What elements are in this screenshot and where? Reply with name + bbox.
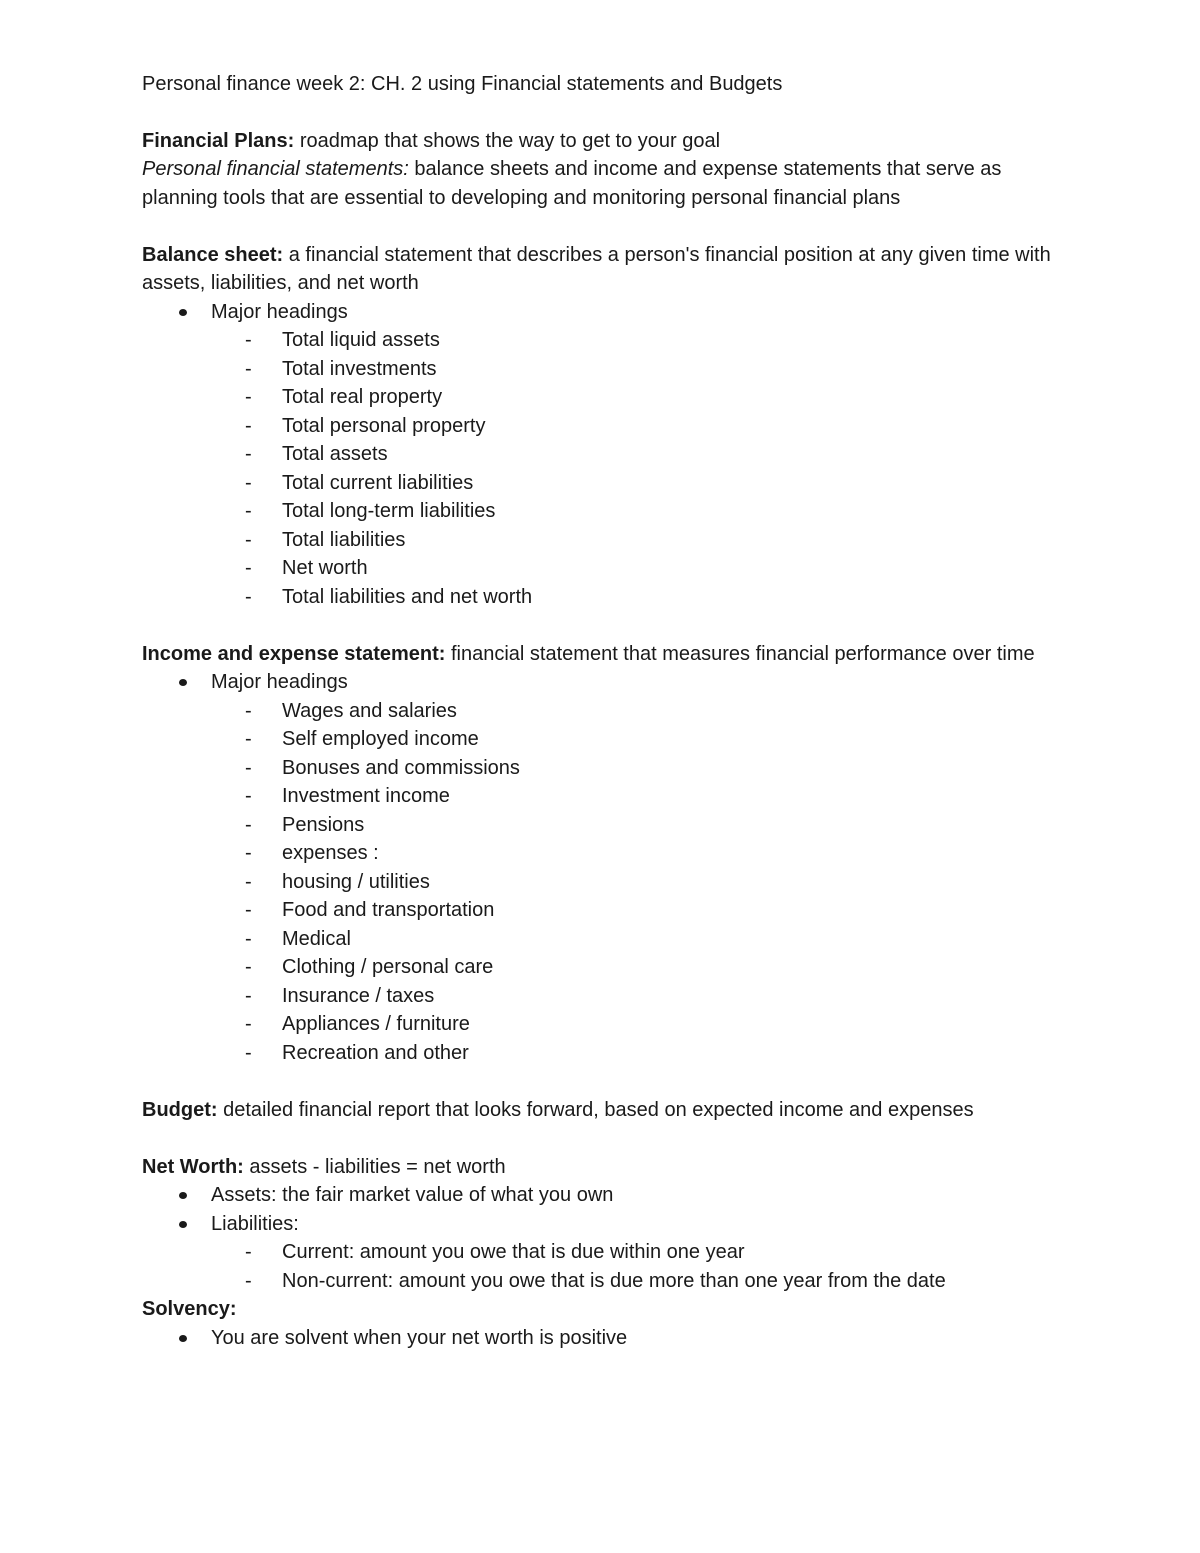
dash-icon: - [245, 927, 252, 950]
list-item: - Total liabilities [142, 526, 1082, 555]
list-item: Liabilities: - Current: amount you owe that is due within one year - Non-current: amount you owe that is due more than one year from the date [142, 1210, 1082, 1296]
income-statement-term: Income and expense statement: [142, 642, 446, 665]
solvency-bullets [142, 1324, 1082, 1353]
dash-icon: - [245, 414, 252, 437]
document-title: Personal finance week 2: CH. 2 using Financial statements and Budgets [142, 73, 783, 95]
list-item: - Total current liabilities [142, 469, 1082, 498]
net-worth-bullets [142, 1181, 1082, 1295]
list-item: You are solvent when your net worth is positive [142, 1324, 1082, 1353]
personal-statements-definition: balance sheets and income and expense statements that serve as planning tools that are essential to developing and monitoring personal financial plans [142, 158, 1002, 209]
list-item: - Current: amount you owe that is due within one year [142, 1238, 1082, 1267]
financial-plans-term: Financial Plans: [142, 129, 295, 152]
dash-icon: - [245, 443, 252, 465]
solvency-heading [142, 1295, 1082, 1324]
income-statement-bullet-label: Major headings [211, 671, 348, 693]
personal-statements-paragraph [142, 155, 1082, 212]
net-worth-definition: assets - liabilities = net worth [243, 1155, 506, 1178]
personal-statements-term: Personal financial statements: [142, 158, 409, 180]
dash-icon: - [245, 585, 252, 608]
list-item: - Bonuses and commissions [142, 754, 1082, 783]
list-item: - Net worth [142, 554, 1082, 583]
bullet-icon [179, 309, 187, 316]
balance-sheet-paragraph [142, 241, 1082, 298]
income-statement-headings [211, 697, 1082, 1068]
list-item: - Total liabilities and net worth [142, 583, 1082, 612]
financial-plans-paragraph [142, 127, 1082, 156]
dash-icon: - [245, 899, 252, 921]
dash-icon: - [245, 1269, 252, 1292]
list-item [142, 668, 1082, 1067]
spacer [142, 212, 1082, 241]
dash-icon: - [245, 1013, 252, 1035]
net-worth-term: Net Worth: [142, 1155, 244, 1178]
dash-icon: - [245, 728, 252, 750]
balance-sheet-term: Balance sheet: [142, 243, 284, 266]
income-statement-definition: financial statement that measures financial performance over time [445, 642, 1035, 665]
dash-icon: - [245, 500, 252, 522]
dash-icon: - [245, 699, 252, 722]
dash-icon: - [245, 386, 252, 408]
list-item: - Recreation and other [142, 1039, 1082, 1068]
bullet-icon [179, 1192, 187, 1199]
budget-paragraph [142, 1096, 1082, 1125]
list-item: - Total assets [142, 440, 1082, 469]
list-item: - Total personal property [142, 412, 1082, 441]
balance-sheet-headings [211, 326, 1082, 611]
dash-icon: - [245, 984, 252, 1007]
list-item: - Total real property [142, 383, 1082, 412]
balance-sheet-bullet-label: Major headings [211, 300, 348, 323]
list-item: - Investment income [142, 782, 1082, 811]
liability-types [211, 1238, 1082, 1295]
list-item: - Wages and salaries [142, 697, 1082, 726]
budget-definition: detailed financial report that looks forward, based on expected income and expenses [217, 1098, 974, 1121]
list-item: - Appliances / furniture [142, 1010, 1082, 1039]
financial-plans-definition: roadmap that shows the way to get to your goal [294, 129, 721, 152]
dash-icon: - [245, 357, 252, 380]
dash-icon: - [245, 956, 252, 978]
dash-icon: - [245, 528, 252, 551]
bullet-icon [179, 1221, 187, 1228]
list-item: Assets: the fair market value of what you own [142, 1181, 1082, 1210]
budget-term: Budget: [142, 1098, 218, 1121]
spacer [142, 1124, 1082, 1153]
list-item: - Insurance / taxes [142, 982, 1082, 1011]
balance-sheet-bullets [142, 298, 1082, 612]
bullet-icon [179, 679, 187, 686]
list-item: - Non-current: amount you owe that is due more than one year from the date [142, 1267, 1082, 1296]
bullet-icon [179, 1335, 187, 1342]
list-item: - Food and transportation [142, 896, 1082, 925]
dash-icon: - [245, 813, 252, 836]
list-item: - Medical [142, 925, 1082, 954]
dash-icon: - [245, 329, 252, 351]
dash-icon: - [245, 842, 252, 864]
dash-icon: - [245, 1241, 252, 1263]
list-item: - expenses : [142, 839, 1082, 868]
document-page [142, 70, 1082, 1352]
list-item: - Total liquid assets [142, 326, 1082, 355]
dash-icon: - [245, 557, 252, 579]
income-statement-paragraph [142, 640, 1082, 669]
dash-icon: - [245, 1041, 252, 1064]
list-item: - Total long-term liabilities [142, 497, 1082, 526]
balance-sheet-definition: a financial statement that describes a person's financial position at any given time with assets, liabilities, and net worth [142, 243, 1051, 294]
spacer [142, 611, 1082, 640]
dash-icon: - [245, 870, 252, 893]
net-worth-paragraph [142, 1153, 1082, 1182]
dash-icon: - [245, 756, 252, 779]
list-item: - Self employed income [142, 725, 1082, 754]
list-item: - housing / utilities [142, 868, 1082, 897]
dash-icon: - [245, 785, 252, 807]
list-item: - Pensions [142, 811, 1082, 840]
list-item: - Clothing / personal care [142, 953, 1082, 982]
dash-icon: - [245, 471, 252, 494]
spacer [142, 1067, 1082, 1096]
income-statement-bullets [142, 668, 1082, 1067]
solvency-term: Solvency: [142, 1298, 237, 1320]
list-item: - Total investments [142, 355, 1082, 384]
list-item [142, 298, 1082, 612]
